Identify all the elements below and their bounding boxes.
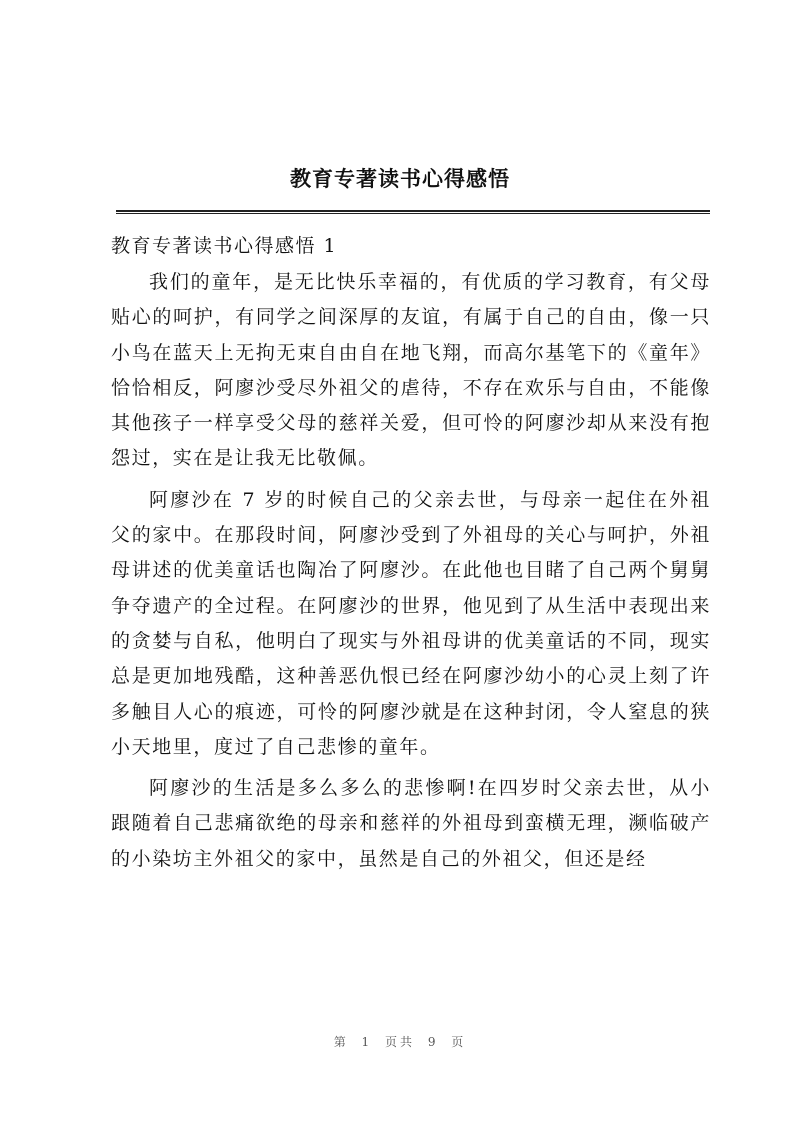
page-title: 教育专著读书心得感悟 <box>290 166 510 191</box>
paragraph-1: 我们的童年，是无比快乐幸福的，有优质的学习教育，有父母贴心的呵护，有同学之间深厚的友谊，有属于自己的自由，像一只小鸟在蓝天上无拘无束自由自在地飞翔，而高尔基笔下的《童年》恰恰相反，阿廖沙受尽外祖父的虐待，不存在欢乐与自由，不能像其他孩子一样享受父母的慈祥关爱，但可怜的阿廖沙却从来没有抱怨过，实在是让我无比敬佩。 <box>111 271 711 470</box>
page-number-footer: 第 1 页共 9 页 <box>333 1035 467 1049</box>
paragraph-2: 阿廖沙在 7 岁的时候自己的父亲去世，与母亲一起住在外祖父的家中。在那段时间，阿廖沙受到了外祖母的关心与呵护，外祖母讲述的优美童话也陶冶了阿廖沙。在此他也目睹了自己两个舅舅争夺遗产的全过程。在阿廖沙的世界，他见到了从生活中表现出来的贪婪与自私，他明白了现实与外祖母讲的优美童话的不同，现实总是更加地残酷，这种善恶仇恨已经在阿廖沙幼小的心灵上刻了许多触目人心的痕迹，可怜的阿廖沙就是在这种封闭，令人窒息的狭小天地里，度过了自己悲惨的童年。 <box>111 488 711 758</box>
section-heading: 教育专著读书心得感悟 1 <box>111 235 338 257</box>
title-divider <box>116 210 710 214</box>
paragraph-3: 阿廖沙的生活是多么多么的悲惨啊!在四岁时父亲去世，从小跟随着自己悲痛欲绝的母亲和慈祥的外祖母到蛮横无理，濒临破产的小染坊主外祖父的家中，虽然是自己的外祖父，但还是经 <box>111 777 711 870</box>
document-body <box>111 228 711 877</box>
